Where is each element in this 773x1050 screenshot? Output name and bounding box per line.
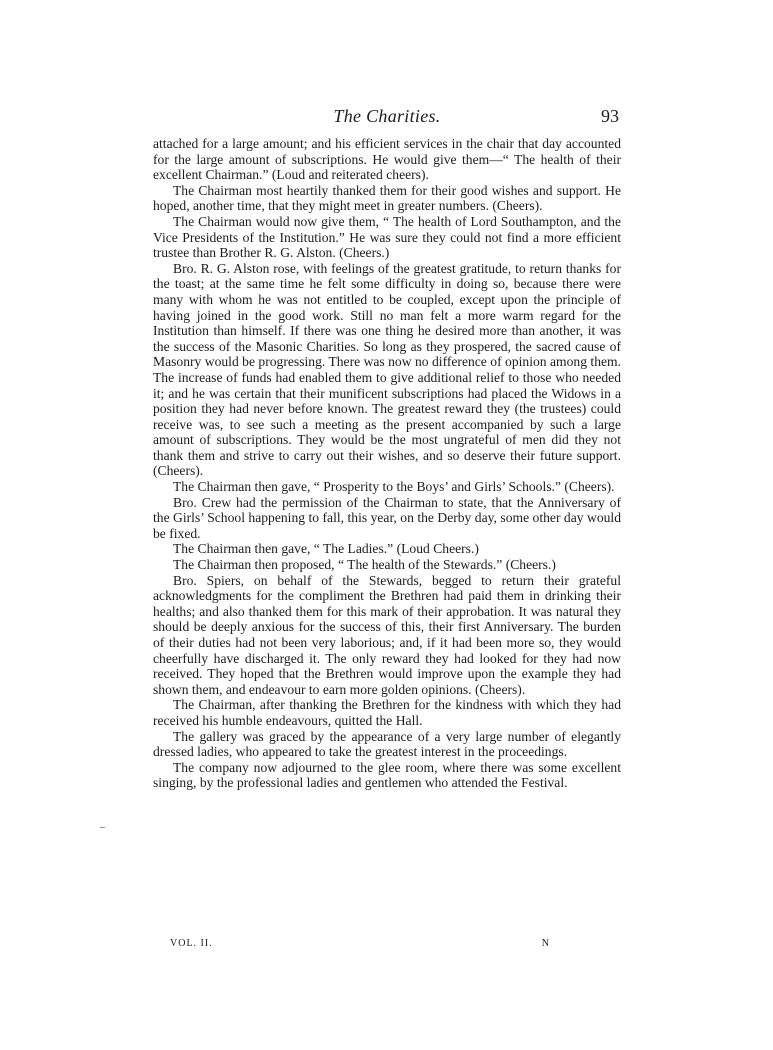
paragraph: Bro. R. G. Alston rose, with feelings of the greatest gratitude, to return thanks for the toast; at the same time he felt some difficulty in doing so, because there were many with whom he was not entitled to be coupled, except upon the principle of having joined in the good work. Still no man felt a more warm regard for the Institution than himself. If there was one thing he desired more than another, it was the success of the Masonic Charities. So long as they prospered, the sacred cause of Masonry would be progressing. There was now no difference of opinion among them. The increase of funds had enabled them to give additional relief to those who needed it; and he was certain that their munificent subscriptions had placed the Widows in a position they had never before known. The greatest reward they (the trustees) could receive was, to see such a meeting as the present accompanied by such a large amount of subscriptions. They would be the most ungrateful of men did they not thank them and strive to carry out their wishes, and so deserve their future support. (Cheers). <box>153 260 621 479</box>
paragraph: The Chairman then proposed, “ The health of the Stewards.” (Cheers.) <box>173 557 556 573</box>
paragraph: The Chairman, after thanking the Brethren for the kindness with which they had received his humble endeavours, quitted the Hall. <box>153 697 621 728</box>
volume-signature: VOL. II. <box>170 938 213 949</box>
paragraph: The Chairman would now give them, “ The health of Lord Southampton, and the Vice Presidents of the Institution.” He was sure they could not find a more efficient trustee than Brother R. G. Alston. (Cheers.) <box>153 213 621 261</box>
page-footer <box>170 938 550 954</box>
margin-mark <box>100 827 105 828</box>
paragraph: Bro. Spiers, on behalf of the Stewards, begged to return their grateful acknowledgments for the compliment the Brethren had paid them in drinking their healths; and also thanked them for this mark of their approbation. It was natural they should be deeply anxious for the success of this, their first Anniversary. The burden of their duties had not been very laborious; and, if it had been more so, they would cheerfully have discharged it. The only reward they had looked for they had now received. They hoped that the Brethren would improve upon the example they had shown them, and endeavour to earn more golden opinions. (Cheers). <box>153 572 621 697</box>
running-title: The Charities. <box>333 106 441 126</box>
paragraph: Bro. Crew had the permission of the Chairman to state, that the Anniversary of the Girls’ School happening to fall, this year, on the Derby day, some other day would be fixed. <box>153 494 621 541</box>
body-text <box>153 136 621 791</box>
paragraph: The gallery was graced by the appearance of a very large number of elegantly dressed ladies, who appeared to take the greatest interest in the proceedings. <box>153 728 621 760</box>
paragraph: The Chairman then gave, “ Prosperity to the Boys’ and Girls’ Schools.” (Cheers). <box>173 479 615 495</box>
paragraph: The company now adjourned to the glee room, where there was some excellent singing, by the professional ladies and gentlemen who attended the Festival. <box>153 759 621 791</box>
paragraph: The Chairman then gave, “ The Ladies.” (Loud Cheers.) <box>173 541 479 557</box>
page-number: 93 <box>601 106 619 126</box>
paragraph: The Chairman most heartily thanked them for their good wishes and support. He hoped, another time, that they might meet in greater numbers. (Cheers). <box>153 182 621 214</box>
paragraph: attached for a large amount; and his efficient services in the chair that day accounted for the large amount of subscriptions. He would give them—“ The health of their excellent Chairman.” (Loud and reiterated cheers). <box>153 136 621 183</box>
sheet-signature-mark: N <box>541 938 550 949</box>
running-head <box>153 106 621 130</box>
